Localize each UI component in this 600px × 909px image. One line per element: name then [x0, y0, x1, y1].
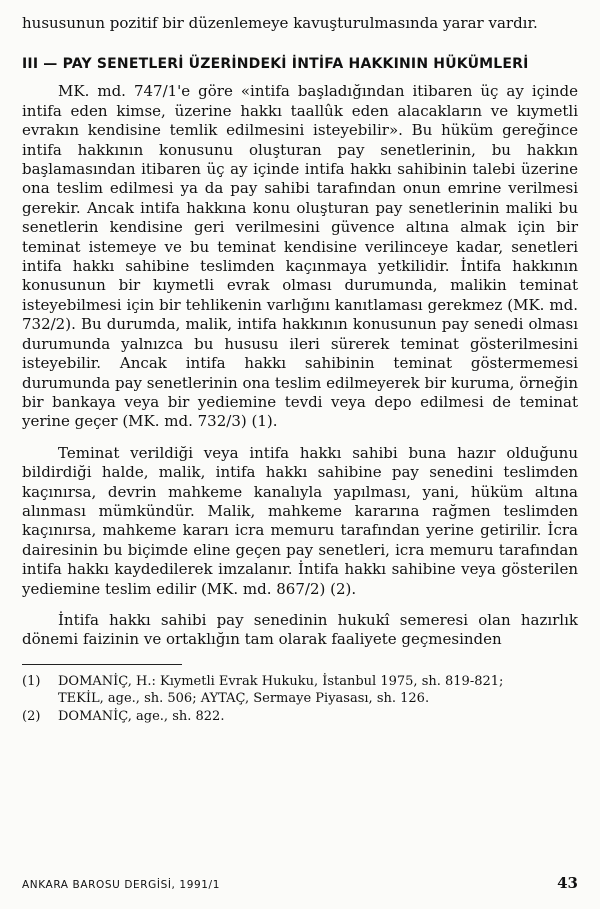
paragraph-gap	[22, 599, 578, 611]
journal-title: ANKARA BAROSU DERGİSİ, 1991/1	[22, 879, 220, 891]
paragraph-gap	[22, 432, 578, 444]
section-heading: III — PAY SENETLERİ ÜZERİNDEKİ İNTİFA HAKKININ HÜKÜMLERİ	[22, 56, 529, 73]
footnote-2	[22, 708, 578, 726]
footnote-2-line-1: DOMANİÇ, age., sh. 822.	[58, 708, 225, 724]
footnote-1-number: (1)	[22, 673, 41, 689]
page-footer	[22, 874, 578, 892]
body-paragraph-3: İntifa hakkı sahibi pay senedinin hukukî semeresi olan hazırlık dönemi faizinin ve ortaklığın tam olarak faaliyete geçmesinden	[22, 610, 578, 649]
document-page	[22, 14, 578, 725]
body-paragraph-2: Teminat verildiği veya intifa hakkı sahibi buna hazır olduğunu bildirdiği halde, malik, intifa hakkı sahibine pay senedini teslimden kaçınırsa, devrin mahkeme kanalıyla yapılması, yani, hüküm altına alınması mümkündür. Malik, mahkeme kararına rağmen teslimden kaçınırsa, mahkeme kararı icra memuru tarafından yerine getirilir. İcra dairesinin bu biçimde eline geçen pay senetleri, icra memuru tarafından intifa hakkı kaydedilerek imzalanır. İntifa hakkı sahibine veya gösterilen yediemine teslim edilir (MK. md. 867/2) (2).	[22, 443, 578, 598]
footnote-1-continued	[22, 690, 578, 708]
body-paragraph-1: MK. md. 747/1'e göre «intifa başladığından itibaren üç ay içinde intifa eden kimse, üzerine hakkı taallûk eden alacakların ve kıymetli evrakın kendisine temlik edilmesini isteyebilir». Bu hüküm gereğince intifa hakkının konusunu oluşturan pay senetlerinin, bu hakkın başlamasından itibaren üç ay içinde intifa hakkı sahibinin talebi üzerine ona teslim edilmesi ya da pay sahibi tarafından onun emrine verilmesi gerekir. Ancak intifa hakkına konu oluşturan pay senetlerinin maliki bu senetlerin kendisine geri verilmesini güvence altına almak için bir teminat istemeye ve bu teminat kendisine verilinceye kadar, senetleri intifa hakkı sahibine teslimden kaçınmaya yetkilidir. İntifa hakkının konusunun bir kıymetli evrak olması durumunda, malikin teminat isteyebilmesi için bir tehlikenin varlığını kanıtlaması gerekmez (MK. md. 732/2). Bu durumda, malik, intifa hakkının konusunun pay senedi olması durumunda yalnızca bu hususu ileri sürerek teminat gösterilmesini isteyebilir. Ancak intifa hakkı sahibinin teminat göstermemesi durumunda pay senetlerinin ona teslim edilmeyerek bir kuruma, örneğin bir bankaya veya bir yediemine tevdi veya depo edilmesi de teminat yerine geçer (MK. md. 732/3) (1).	[22, 82, 578, 431]
footnote-1-line-2: TEKİL, agе., sh. 506; AYTAÇ, Sermaye Piyasası, sh. 126.	[58, 691, 430, 707]
footnote-1-line-1: DOMANİÇ, H.: Kıymetli Evrak Hukuku, İstanbul 1975, sh. 819-821;	[58, 673, 504, 689]
page-number: 43	[557, 874, 578, 892]
footnote-2-number: (2)	[22, 708, 41, 724]
intro-paragraph: hususunun pozitif bir düzenlemeye kavuşturulmasında yarar vardır.	[22, 14, 538, 32]
footnote-divider	[22, 664, 182, 665]
footnote-1	[22, 673, 578, 691]
